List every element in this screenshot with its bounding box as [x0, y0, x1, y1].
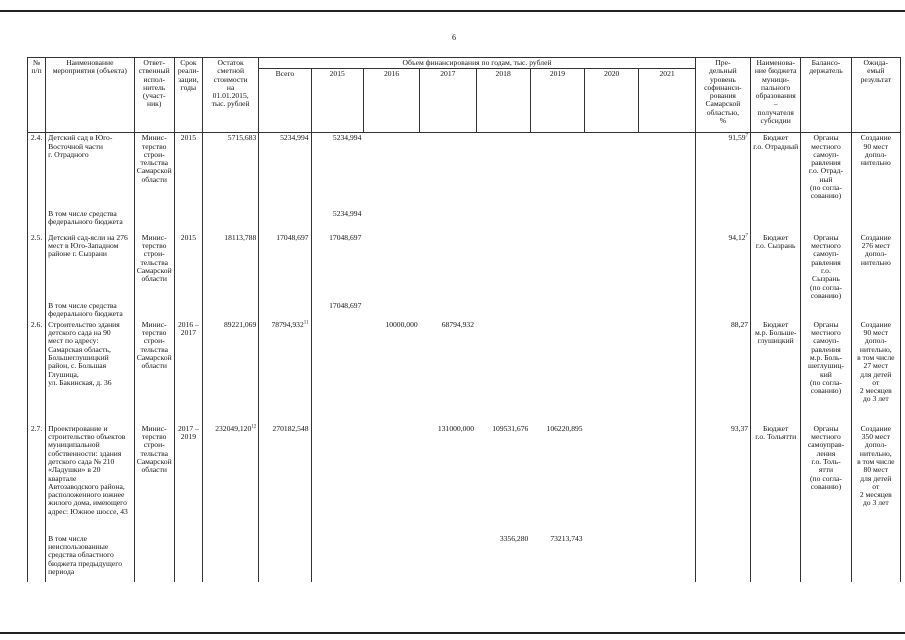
- row-year-value-text: 109531,676: [492, 423, 529, 433]
- subrow-year-value: [420, 209, 476, 233]
- row-total: [259, 320, 311, 424]
- subrow-year-value: [530, 209, 584, 233]
- header-term: Срок реали- зации, годы: [174, 58, 202, 133]
- subrow-year-value: 17048,697: [311, 301, 363, 320]
- row-executor: [134, 424, 174, 534]
- subrow-name: В том числе неиспользованные средства областного бюджета предыдущего периода: [46, 534, 135, 582]
- subrow-empty: [202, 534, 258, 582]
- row-name: [46, 133, 135, 209]
- header-num: № п/п: [28, 58, 46, 133]
- subrow-year-value: [363, 209, 419, 233]
- row-holder: [801, 320, 851, 424]
- row-executor-text: Минис- терство строи- тельства Самарской области: [136, 133, 172, 184]
- row-holder-text: Органы местного самоуп- равления г.о. Сызрань (по согла- сованию): [810, 232, 842, 300]
- row-holder-text: Органы местного самоуп- равления г.о. Отрад- ный (по согла- сованию): [808, 133, 844, 201]
- row-year-value: [530, 233, 584, 301]
- row-total-footnote: 11: [303, 320, 309, 326]
- subrow-year-value: [363, 301, 419, 320]
- subrow-year-value: [363, 534, 419, 582]
- row-year-value-text: 10000,000: [385, 319, 418, 329]
- table-subrow: [28, 534, 901, 582]
- row-year-value: [476, 320, 530, 424]
- row-year-value: [476, 424, 530, 534]
- subrow-empty: [28, 534, 46, 582]
- row-executor: [134, 233, 174, 301]
- header-year: 2020: [585, 69, 639, 133]
- row-cofinancing-text: 91,59: [728, 133, 746, 143]
- subrow-empty: [259, 301, 311, 320]
- row-cofinancing-text: 94,12: [728, 232, 746, 242]
- row-remainder-text: 89221,069: [224, 319, 257, 329]
- row-name-text: Проектирование и строительство объектов муниципальной собственности: здания детского сада № 210 «Ладушки» в 20 квартале Автозаводского района, расположенного южнее жилого дома, имеющего адрес: Южное шоссе, 43: [48, 423, 128, 516]
- row-budget: [751, 233, 801, 301]
- row-executor: [134, 133, 174, 209]
- row-year-value: [530, 133, 584, 209]
- subrow-year-value: [639, 209, 695, 233]
- row-number: [28, 233, 46, 301]
- row-name: [46, 320, 135, 424]
- row-remainder: [202, 233, 258, 301]
- subrow-year-value: [476, 301, 530, 320]
- header-year: 2016: [363, 69, 419, 133]
- row-remainder-footnote: 12: [251, 424, 257, 430]
- row-holder: [801, 133, 851, 209]
- subrow-empty: [28, 301, 46, 320]
- row-year-value: [639, 320, 695, 424]
- subrow-year-value: [639, 301, 695, 320]
- header-remainder: Остаток сметной стоимости на 01.01.2015, тыс. рублей: [202, 58, 258, 133]
- row-total: [259, 424, 311, 534]
- row-cofinancing: [695, 133, 750, 209]
- row-holder-text: Органы местного самоуп- равления м.р. Боль- шеглушиц- кий (по согла- сованию): [807, 319, 844, 396]
- row-cofinancing: [695, 233, 750, 301]
- row-year-value: [585, 320, 639, 424]
- subrow-empty: [202, 301, 258, 320]
- row-term: [174, 320, 202, 424]
- row-year-value: [311, 424, 363, 534]
- subrow-year-value: [530, 301, 584, 320]
- top-border-line: [0, 10, 905, 12]
- subrow-empty: [801, 209, 851, 233]
- row-term-text: 2017 – 2019: [177, 423, 199, 442]
- row-term: [174, 133, 202, 209]
- header-year: 2015: [311, 69, 363, 133]
- row-total: [259, 133, 311, 209]
- row-number-text: 2.6.: [30, 319, 43, 329]
- header-name: Наименование мероприятия (объекта): [46, 58, 135, 133]
- row-budget-text: Бюджет м.р. Больше- глушицкий: [755, 319, 797, 346]
- row-result: [851, 233, 900, 301]
- subrow-empty: [174, 301, 202, 320]
- table-row: [28, 233, 901, 301]
- header-year: 2021: [639, 69, 695, 133]
- bottom-border-line: [0, 632, 905, 634]
- row-year-value: [363, 424, 419, 534]
- table-row: [28, 320, 901, 424]
- subrow-empty: [851, 301, 900, 320]
- row-year-value: [420, 233, 476, 301]
- row-cofinancing-text: 88,27: [730, 319, 749, 329]
- row-cofinancing: [695, 424, 750, 534]
- header-cofinancing: Пре- дельный уровень софинанси- рования Самарской областью, %: [695, 58, 750, 133]
- row-total-text: 270182,548: [272, 423, 309, 433]
- row-year-value: [476, 233, 530, 301]
- row-year-value: [311, 133, 363, 209]
- row-cofinancing: [695, 320, 750, 424]
- row-year-value: [420, 133, 476, 209]
- row-year-value: [639, 424, 695, 534]
- subrow-year-value: [585, 209, 639, 233]
- row-term-text: 2016 – 2017: [177, 319, 199, 338]
- row-name: [46, 233, 135, 301]
- subrow-empty: [174, 209, 202, 233]
- row-holder-text: Органы местного самоуправ- ления г.о. Толь- ятти (по согла- сованию): [807, 423, 845, 491]
- row-executor: [134, 320, 174, 424]
- row-year-value: [585, 133, 639, 209]
- row-remainder-text: 232049,120: [215, 423, 252, 433]
- row-result-text: Создание 90 мест допол- нительно, в том числе 27 мест для детей от 2 месяцев до 3 лет: [857, 319, 895, 404]
- table-body: [28, 133, 901, 582]
- row-term: [174, 233, 202, 301]
- header-year: 2017: [420, 69, 476, 133]
- row-executor-text: Минис- терство строи- тельства Самарской области: [136, 232, 172, 284]
- header-year: 2018: [476, 69, 530, 133]
- row-executor-text: Минис- терство строи- тельства Самарской области: [136, 319, 172, 371]
- subrow-empty: [751, 301, 801, 320]
- row-year-value: [639, 133, 695, 209]
- row-budget: [751, 133, 801, 209]
- subrow-year-value: [585, 534, 639, 582]
- subrow-empty: [134, 209, 174, 233]
- subrow-empty: [695, 301, 750, 320]
- row-year-value: [530, 424, 584, 534]
- header-holder: Балансо- держатель: [801, 58, 851, 133]
- row-year-value-text: 106220,895: [546, 423, 583, 433]
- subrow-empty: [751, 534, 801, 582]
- header-budget: Наименова- ние бюджета муници- пального образования – получателя субсидии: [751, 58, 801, 133]
- header-result: Ожида- емый результат: [851, 58, 900, 133]
- row-year-value: [311, 233, 363, 301]
- row-remainder-text: 18113,788: [224, 232, 257, 242]
- row-budget: [751, 320, 801, 424]
- row-year-value: [363, 233, 419, 301]
- row-year-value: [585, 233, 639, 301]
- row-holder: [801, 424, 851, 534]
- table-row: [28, 133, 901, 209]
- row-year-value: [476, 133, 530, 209]
- subrow-empty: [695, 534, 750, 582]
- subrow-empty: [202, 209, 258, 233]
- subrow-empty: [801, 301, 851, 320]
- row-year-value-text: 5234,994: [332, 133, 362, 143]
- subrow-year-value: [476, 209, 530, 233]
- row-year-value: [420, 320, 476, 424]
- row-name-text: Детский сад-ясли на 276 мест в Юго-Западном районе г. Сызрани: [48, 232, 128, 259]
- subrow-empty: [851, 534, 900, 582]
- row-year-value: [639, 233, 695, 301]
- row-cofinancing-text: 93,37: [730, 423, 749, 433]
- row-executor-text: Минис- терство строи- тельства Самарской области: [136, 423, 172, 475]
- table-subrow: [28, 209, 901, 233]
- row-remainder: [202, 424, 258, 534]
- page-number: 6: [452, 33, 456, 42]
- subrow-year-value: 3356,280: [499, 533, 529, 543]
- row-term: [174, 424, 202, 534]
- subrow-empty: [751, 209, 801, 233]
- subrow-year-value: [420, 534, 476, 582]
- row-result: [851, 133, 900, 209]
- row-year-value: [530, 320, 584, 424]
- row-result-text: Создание 90 мест допол- нительно: [860, 133, 892, 168]
- subrow-empty: [134, 301, 174, 320]
- row-year-value: [311, 320, 363, 424]
- row-number: [28, 320, 46, 424]
- row-total-text: 17048,697: [276, 232, 309, 242]
- row-year-value: [420, 424, 476, 534]
- row-name: [46, 424, 135, 534]
- subrow-empty: [695, 209, 750, 233]
- row-year-value: [363, 320, 419, 424]
- table-row: [28, 424, 901, 534]
- subrow-name: В том числе средства федерального бюджета: [46, 301, 135, 320]
- row-year-value: [363, 133, 419, 209]
- subrow-year-value: [639, 534, 695, 582]
- row-year-value-text: 17048,697: [329, 232, 362, 242]
- row-budget-text: Бюджет г.о. Отрадный: [753, 133, 799, 151]
- row-cofinancing-footnote: 7: [745, 133, 749, 139]
- row-budget-text: Бюджет г.о. Тольятти: [755, 423, 797, 442]
- row-term-text: 2015: [180, 133, 196, 143]
- row-number-text: 2.4.: [30, 133, 43, 143]
- row-number-text: 2.5.: [30, 232, 43, 242]
- subrow-year-value: [311, 534, 363, 582]
- subrow-year-value: [585, 301, 639, 320]
- table-header: [28, 58, 901, 133]
- subrow-empty: [851, 209, 900, 233]
- row-number-text: 2.7.: [30, 423, 43, 433]
- row-year-value-text: 131000,000: [437, 423, 474, 433]
- subrow-empty: [259, 534, 311, 582]
- row-number: [28, 424, 46, 534]
- subrow-empty: [801, 534, 851, 582]
- row-name-text: Детский сад в Юго- Восточной части г. Отрадного: [48, 133, 113, 159]
- row-total-text: 5234,994: [280, 133, 309, 143]
- subrow-empty: [174, 534, 202, 582]
- row-result: [851, 424, 900, 534]
- row-name-text: Строительство здания детского сада на 90 мест по адресу: Самарская область, Большеглушицкий район, с. Большая Глушица, ул. Бакинская, д. 36: [48, 319, 120, 387]
- row-term-text: 2015: [180, 232, 196, 242]
- row-remainder: [202, 320, 258, 424]
- row-result: [851, 320, 900, 424]
- header-year: 2019: [530, 69, 584, 133]
- row-total: [259, 233, 311, 301]
- header-executor: Ответ- ственный испол- нитель (участ- ник): [134, 58, 174, 133]
- row-cofinancing-footnote: 7: [745, 233, 749, 239]
- row-budget-text: Бюджет г.о. Сызрань: [755, 232, 796, 251]
- row-remainder: [202, 133, 258, 209]
- subrow-year-value: [420, 301, 476, 320]
- subrow-year-value: 5234,994: [311, 209, 363, 233]
- subrow-empty: [259, 209, 311, 233]
- row-remainder-text: 5715,683: [227, 133, 257, 143]
- row-total-text: 78794,932: [271, 319, 304, 329]
- row-year-value: [585, 424, 639, 534]
- header-total: Всего: [259, 69, 311, 133]
- row-result-text: Создание 276 мест допол- нительно: [860, 232, 892, 267]
- row-year-value-text: 68794,932: [441, 319, 474, 329]
- subrow-year-value: 73213,743: [550, 533, 583, 543]
- subrow-empty: [134, 534, 174, 582]
- row-number: [28, 133, 46, 209]
- row-holder: [801, 233, 851, 301]
- subrow-empty: [28, 209, 46, 233]
- header-funding: Объем финансирования по годам, тыс. рублей: [259, 58, 695, 69]
- funding-table: [27, 57, 901, 582]
- row-result-text: Создание 350 мест допол- нительно, в том числе 80 мест для детей от 2 месяцев до 3 лет: [857, 423, 895, 508]
- subrow-name: В том числе средства федерального бюджета: [46, 209, 135, 233]
- table-subrow: [28, 301, 901, 320]
- row-budget: [751, 424, 801, 534]
